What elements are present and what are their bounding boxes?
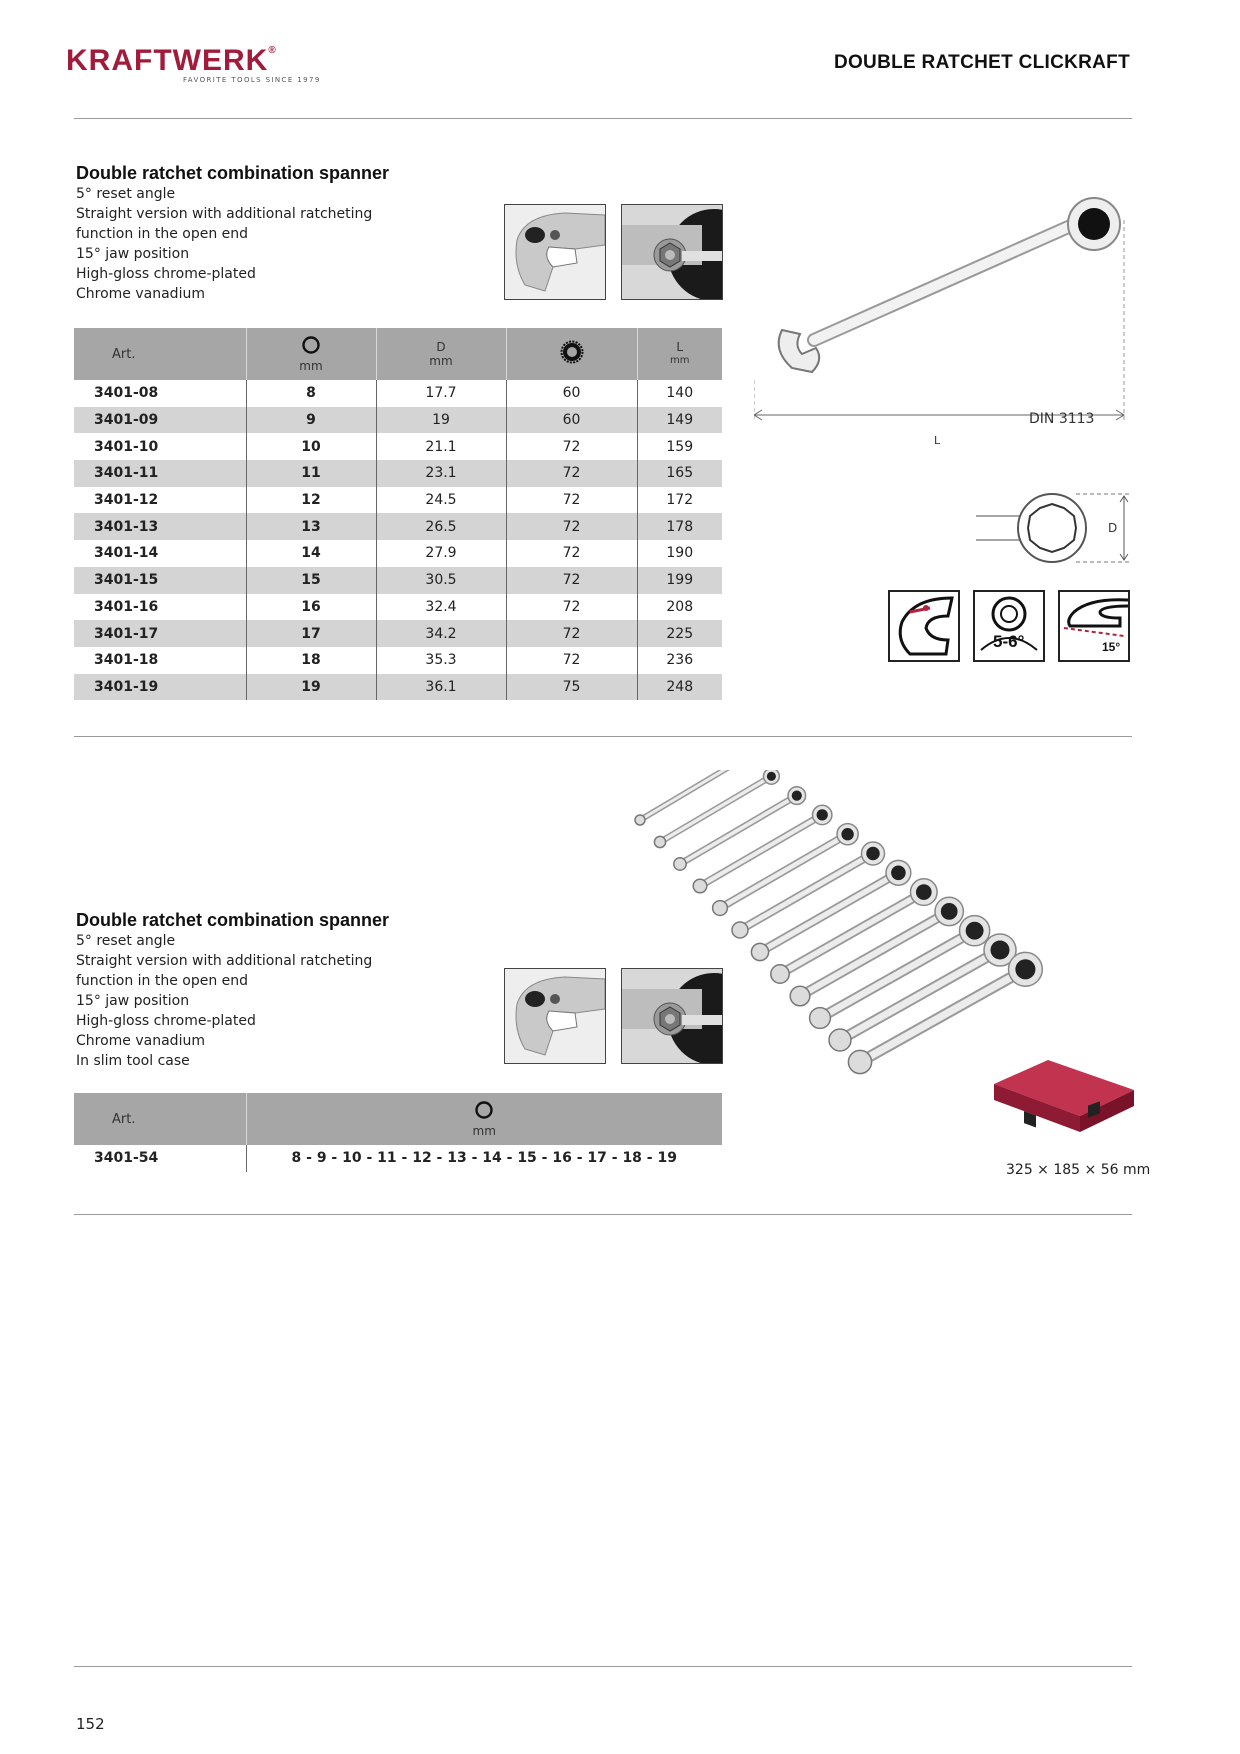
feature-item: 15° jaw position <box>76 246 190 262</box>
cell-art: 3401-14 <box>94 545 159 562</box>
cell-diameter: 35.3 <box>376 647 506 674</box>
brand-logo <box>66 46 277 76</box>
feature-item: Chrome vanadium <box>76 1033 205 1049</box>
cell-size: 14 <box>246 540 376 567</box>
cell-diameter: 34.2 <box>376 620 506 647</box>
cell-diameter: 19 <box>376 407 506 434</box>
cell-diameter: 36.1 <box>376 674 506 701</box>
table-row <box>74 540 722 567</box>
ratchet-open-end-icon <box>888 590 960 662</box>
cell-length: 165 <box>637 460 722 487</box>
feature-item: function in the open end <box>76 226 249 242</box>
cell-teeth: 72 <box>506 594 637 621</box>
cell-art: 3401-13 <box>74 513 246 540</box>
page-number: 152 <box>76 1715 105 1733</box>
cell-diameter: 30.5 <box>376 567 506 594</box>
cell-length: 149 <box>637 407 722 434</box>
registered-mark: ® <box>268 45 277 56</box>
col-size-unit: mm <box>299 359 323 373</box>
open-end-detail-image <box>504 968 606 1064</box>
cell-diameter: 24.5 <box>376 487 506 514</box>
set-spanner <box>674 787 806 870</box>
set-table <box>74 1093 722 1172</box>
col-length <box>637 328 722 380</box>
table-row <box>74 380 722 407</box>
cell-length: 199 <box>637 567 722 594</box>
cell-size: 8 <box>246 380 376 407</box>
feature-item: Chrome vanadium <box>76 286 205 302</box>
cell-teeth: 72 <box>506 487 637 514</box>
section1-title: Double ratchet combination spanner <box>76 163 390 183</box>
spec-table-header <box>74 328 722 380</box>
cell-art: 3401-11 <box>74 460 246 487</box>
diameter-dimension-label: D <box>1108 521 1118 535</box>
table-row <box>74 407 722 434</box>
cell-teeth: 72 <box>506 620 637 647</box>
brand-name: KRAFTWERK <box>66 44 269 77</box>
din-standard: DIN 3113 <box>1029 411 1095 427</box>
cell-size: 19 <box>246 674 376 701</box>
spec-table <box>74 328 722 700</box>
hex-ring-icon <box>301 344 321 359</box>
cell-size: 11 <box>246 460 376 487</box>
jaw-angle-badge: 15° <box>1102 640 1121 654</box>
feature-item: function in the open end <box>76 973 249 989</box>
table-row <box>74 620 722 647</box>
col-sizes-unit: mm <box>472 1124 496 1138</box>
spanner-technical-drawing <box>754 190 1142 480</box>
feature-item: High-gloss chrome-plated <box>76 1013 256 1029</box>
cell-art: 3401-54 <box>94 1150 159 1167</box>
col-diameter-unit: mm <box>429 354 453 368</box>
col-art: Art. <box>74 1093 246 1145</box>
cell-diameter: 23.1 <box>376 460 506 487</box>
cell-art: 3401-19 <box>74 674 246 701</box>
bolt-usage-image <box>621 968 723 1064</box>
cell-length: 236 <box>637 647 722 674</box>
brand-tagline: FAVORITE TOOLS SINCE 1979 <box>183 76 321 84</box>
feature-item: 15° jaw position <box>76 993 190 1009</box>
tool-case-image <box>988 1054 1138 1138</box>
col-diameter <box>376 328 506 380</box>
feature-item: 5° reset angle <box>76 186 176 202</box>
cell-teeth: 72 <box>506 647 637 674</box>
cell-art: 3401-09 <box>74 407 246 434</box>
footer-divider <box>74 1666 1132 1667</box>
col-sizes <box>246 1093 722 1145</box>
cell-sizes: 8 - 9 - 10 - 11 - 12 - 13 - 14 - 15 - 16 - 17 - 18 - 19 <box>246 1145 722 1172</box>
cell-teeth: 60 <box>506 407 637 434</box>
cell-diameter: 27.9 <box>376 540 506 567</box>
cell-length: 208 <box>637 594 722 621</box>
cell-size: 18 <box>246 647 376 674</box>
cell-diameter: 32.4 <box>376 594 506 621</box>
cell-art: 3401-17 <box>74 620 246 647</box>
cell-art: 3401-10 <box>94 438 159 455</box>
cell-size: 17 <box>246 620 376 647</box>
table-row <box>74 647 722 674</box>
bolt-usage-image <box>621 204 723 300</box>
header-divider <box>74 118 1132 119</box>
section2-features <box>76 931 372 1071</box>
cell-size: 9 <box>246 407 376 434</box>
page-title: DOUBLE RATCHET CLICKRAFT <box>833 52 1130 73</box>
table-row <box>74 513 722 540</box>
table-row <box>74 567 722 594</box>
cell-length: 140 <box>637 380 722 407</box>
cell-size: 12 <box>246 487 376 514</box>
cell-size: 10 <box>246 433 376 460</box>
table-row <box>74 433 722 460</box>
section2-title: Double ratchet combination spanner <box>76 910 390 930</box>
ratchet-gear-icon <box>560 353 584 368</box>
cell-size: 15 <box>246 567 376 594</box>
table-row <box>74 674 722 701</box>
reset-angle-icon <box>973 590 1045 662</box>
table-row <box>74 594 722 621</box>
cell-teeth: 75 <box>506 674 637 701</box>
col-teeth <box>506 328 637 380</box>
cell-size: 13 <box>246 513 376 540</box>
cell-art: 3401-15 <box>74 567 246 594</box>
set-table-header <box>74 1093 722 1145</box>
feature-item: In slim tool case <box>76 1053 190 1069</box>
cell-art: 3401-08 <box>94 385 159 402</box>
col-diameter-label: D <box>436 340 446 354</box>
feature-item: 5° reset angle <box>76 933 176 949</box>
col-art: Art. <box>74 328 246 380</box>
feature-item: High-gloss chrome-plated <box>76 266 256 282</box>
feature-item: Straight version with additional ratcheting <box>76 206 373 222</box>
reset-angle-badge: 5-6° <box>993 632 1025 651</box>
cell-art: 3401-12 <box>94 492 159 509</box>
length-dimension-label: L <box>934 434 941 447</box>
cell-teeth: 72 <box>506 540 637 567</box>
table-row <box>74 460 722 487</box>
table-row <box>74 487 722 514</box>
cell-length: 159 <box>637 433 722 460</box>
cell-length: 225 <box>637 620 722 647</box>
cell-teeth: 72 <box>506 460 637 487</box>
cell-size: 16 <box>246 594 376 621</box>
cell-art: 3401-18 <box>94 652 159 669</box>
section-divider <box>74 1214 1132 1215</box>
open-end-detail-image <box>504 204 606 300</box>
case-dimensions: 325 × 185 × 56 mm <box>1006 1162 1151 1178</box>
hex-ring-icon <box>474 1109 494 1124</box>
cell-length: 178 <box>637 513 722 540</box>
cell-diameter: 26.5 <box>376 513 506 540</box>
col-length-label: L <box>676 340 684 354</box>
cell-teeth: 72 <box>506 567 637 594</box>
cell-length: 190 <box>637 540 722 567</box>
jaw-angle-icon <box>1058 590 1130 662</box>
cell-length: 248 <box>637 674 722 701</box>
cell-teeth: 72 <box>506 433 637 460</box>
cell-teeth: 60 <box>506 380 637 407</box>
col-length-unit: mm <box>670 355 690 366</box>
set-spanner <box>654 770 779 848</box>
spanner-outline <box>779 198 1120 372</box>
cell-art: 3401-16 <box>94 598 159 615</box>
cell-diameter: 21.1 <box>376 433 506 460</box>
section-divider <box>74 736 1132 737</box>
section1-features <box>76 184 372 304</box>
cell-length: 172 <box>637 487 722 514</box>
cell-diameter: 17.7 <box>376 380 506 407</box>
cell-teeth: 72 <box>506 513 637 540</box>
col-size <box>246 328 376 380</box>
table-row <box>74 1145 722 1172</box>
feature-item: Straight version with additional ratcheting <box>76 953 373 969</box>
